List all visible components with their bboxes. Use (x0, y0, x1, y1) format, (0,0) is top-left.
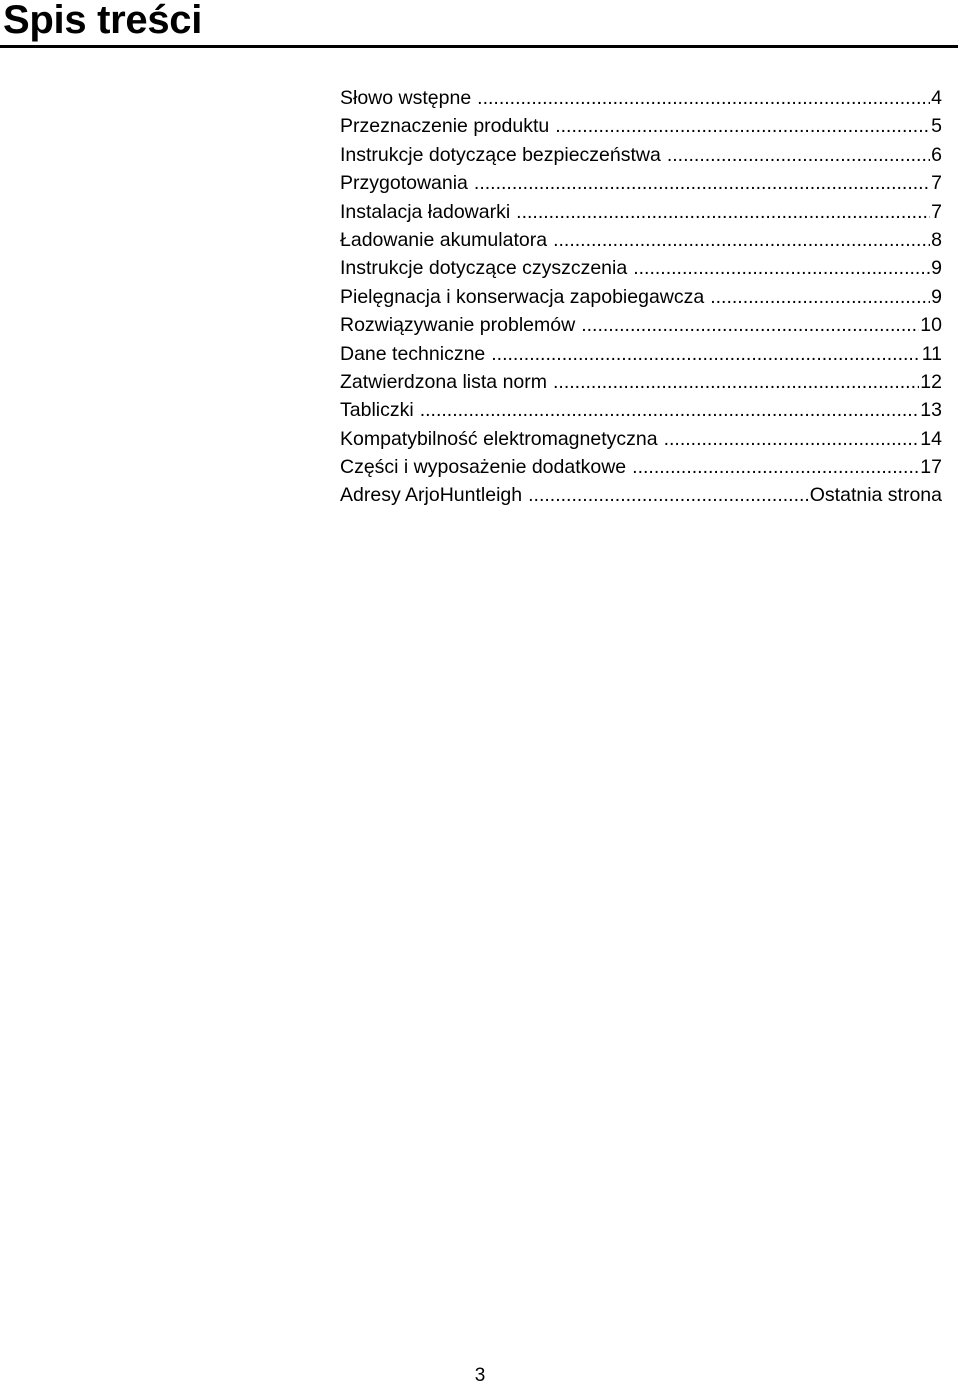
toc-entry-instrukcje-czyszczenia[interactable] (340, 254, 942, 282)
toc-entry-label: Zatwierdzona lista norm (340, 370, 547, 393)
toc-entry-zatwierdzona-lista-norm[interactable] (340, 368, 942, 396)
toc-entry-page: 11 (921, 342, 942, 365)
toc-dot-leader (420, 396, 920, 424)
toc-entry-dane-techniczne[interactable] (340, 340, 942, 368)
toc-entry-label: Dane techniczne (340, 342, 486, 365)
toc-dot-leader (516, 198, 930, 226)
title-divider (0, 45, 958, 48)
toc-entry-page: 5 (931, 115, 942, 138)
toc-dot-leader (491, 340, 920, 368)
toc-dot-leader (710, 283, 930, 311)
toc-entry-label: Kompatybilność elektromagnetyczna (340, 427, 658, 450)
toc-dot-leader (528, 481, 809, 509)
toc-entry-czesci-wyposazenie[interactable] (340, 453, 942, 481)
toc-entry-label: Instalacja ładowarki (340, 200, 511, 223)
toc-dot-leader (667, 141, 930, 169)
page-number: 3 (474, 1365, 486, 1386)
toc-entry-ladowanie-akumulatora[interactable] (340, 226, 942, 254)
toc-entry-page: 10 (920, 314, 942, 337)
toc-dot-leader (553, 226, 930, 254)
toc-entry-label: Ładowanie akumulatora (340, 228, 548, 251)
toc-entry-label: Przygotowania (340, 172, 468, 195)
table-of-contents (340, 84, 942, 510)
toc-dot-leader (664, 425, 920, 453)
toc-entry-label: Tabliczki (340, 399, 414, 422)
toc-entry-page: 8 (931, 228, 942, 251)
toc-dot-leader (474, 169, 930, 197)
toc-entry-label: Słowo wstępne (340, 87, 472, 109)
toc-entry-page: 7 (931, 172, 942, 195)
toc-entry-page: 6 (931, 143, 942, 166)
toc-entry-label: Instrukcje dotyczące bezpieczeństwa (340, 143, 661, 166)
toc-dot-leader (633, 254, 930, 282)
toc-entry-label: Rozwiązywanie problemów (340, 314, 576, 337)
toc-dot-leader (477, 84, 930, 112)
toc-dot-leader (632, 453, 919, 481)
toc-entry-page: 12 (920, 370, 942, 393)
toc-dot-leader (553, 368, 919, 396)
toc-dot-leader (555, 112, 930, 140)
toc-dot-leader (581, 311, 919, 339)
toc-entry-page: 4 (931, 87, 942, 109)
toc-entry-page: 17 (920, 456, 942, 479)
toc-entry-label: Adresy ArjoHuntleigh (340, 484, 523, 507)
toc-entry-tabliczki[interactable] (340, 396, 942, 424)
toc-entry-page: Ostatnia strona (809, 484, 942, 507)
toc-entry-instrukcje-bezpieczenstwa[interactable] (340, 141, 942, 169)
toc-entry-page: 14 (920, 427, 942, 450)
toc-entry-slowo-wstepne[interactable] (340, 84, 942, 112)
toc-entry-instalacja-ladowarki[interactable] (340, 198, 942, 226)
toc-entry-page: 9 (931, 257, 942, 280)
toc-entry-label: Pielęgnacja i konserwacja zapobiegawcza (340, 285, 705, 308)
toc-entry-page: 9 (931, 285, 942, 308)
toc-entry-kompatybilnosc-elektromagnetyczna[interactable] (340, 425, 942, 453)
toc-entry-pielegnacja-konserwacja[interactable] (340, 283, 942, 311)
toc-entry-page: 13 (920, 399, 942, 422)
toc-entry-label: Instrukcje dotyczące czyszczenia (340, 257, 628, 280)
toc-entry-rozwiazywanie-problemow[interactable] (340, 311, 942, 339)
toc-entry-label: Przeznaczenie produktu (340, 115, 550, 138)
toc-entry-adresy-arjohuntleigh[interactable] (340, 481, 942, 509)
toc-entry-label: Części i wyposażenie dodatkowe (340, 456, 627, 479)
toc-entry-przygotowania[interactable] (340, 169, 942, 197)
page-title: Spis treści (3, 0, 203, 42)
toc-entry-przeznaczenie-produktu[interactable] (340, 112, 942, 140)
toc-entry-page: 7 (931, 200, 942, 223)
